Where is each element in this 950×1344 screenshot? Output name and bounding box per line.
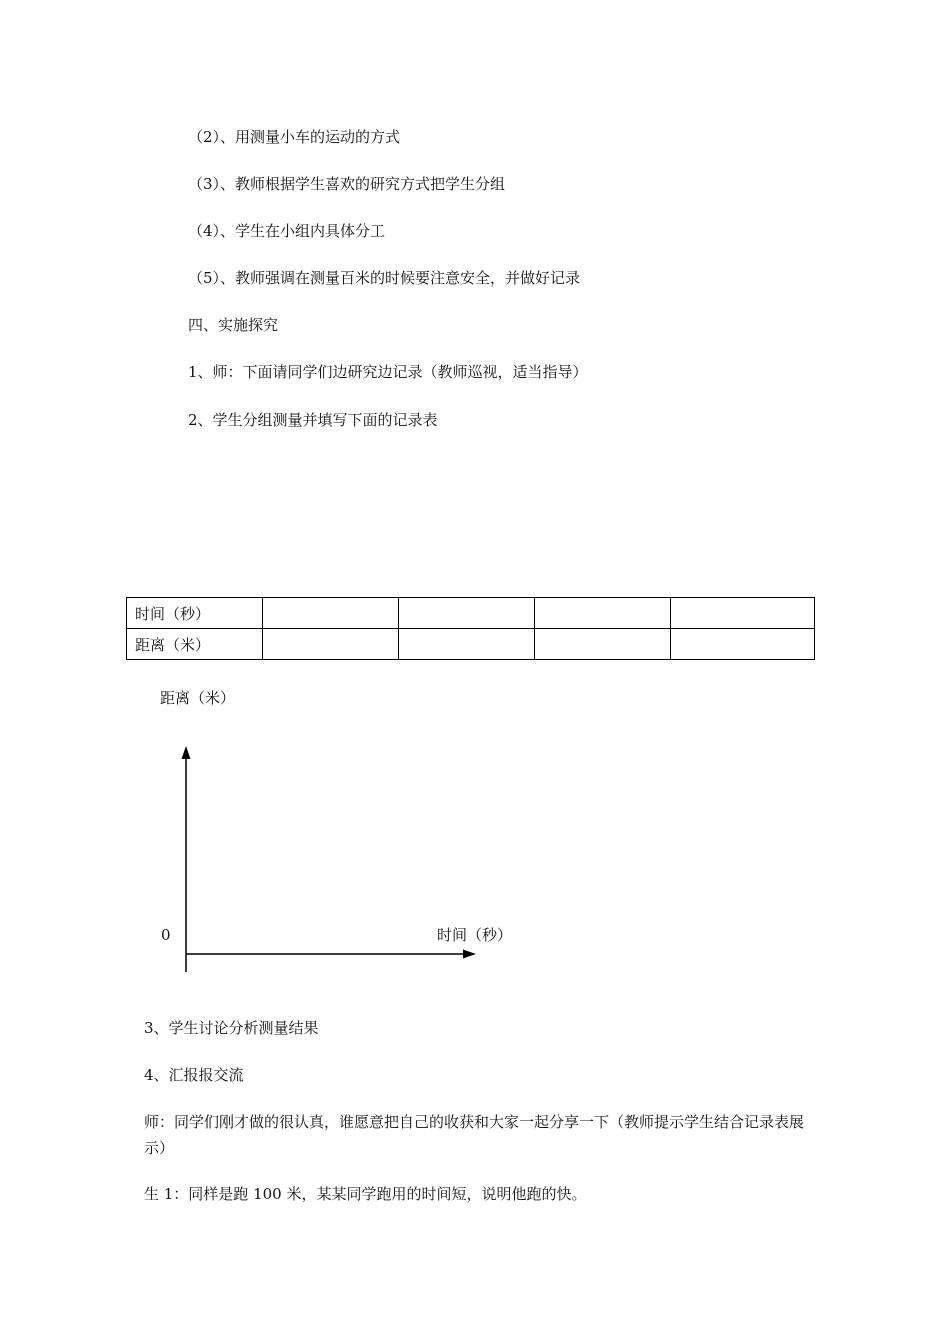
table-cell xyxy=(263,629,399,660)
table-cell xyxy=(535,629,671,660)
table-cell xyxy=(671,598,815,629)
step-4: （4）、学生在小组内具体分工 xyxy=(188,222,386,240)
row-label-time: 时间（秒） xyxy=(127,598,263,629)
section-item-2: 2、学生分组测量并填写下面的记录表 xyxy=(188,411,438,429)
table-row xyxy=(127,598,815,629)
table-row xyxy=(127,629,815,660)
table-cell xyxy=(399,598,535,629)
after-item-3: 3、学生讨论分析测量结果 xyxy=(144,1019,319,1037)
table-cell xyxy=(671,629,815,660)
section-item-1: 1、师：下面请同学们边研究边记录（教师巡视，适当指导） xyxy=(188,363,588,381)
teacher-paragraph: 师：同学们刚才做的很认真，谁愿意把自己的收获和大家一起分享一下（教师提示学生结合记录表展示） xyxy=(144,1113,805,1157)
step-5: （5）、教师强调在测量百米的时候要注意安全，并做好记录 xyxy=(188,269,581,287)
row-label-distance: 距离（米） xyxy=(127,629,263,660)
table-cell xyxy=(535,598,671,629)
x-axis-arrow xyxy=(463,950,476,959)
table-cell xyxy=(263,598,399,629)
table-cell xyxy=(399,629,535,660)
graph-origin-label: 0 xyxy=(161,926,171,944)
student-1-paragraph: 生 1：同样是跑 100 米，某某同学跑用的时间短，说明他跑的快。 xyxy=(144,1185,587,1203)
graph-x-label: 时间（秒） xyxy=(437,926,513,944)
step-3: （3）、教师根据学生喜欢的研究方式把学生分组 xyxy=(188,175,506,193)
after-item-4: 4、汇报报交流 xyxy=(144,1066,244,1084)
record-table xyxy=(126,597,815,660)
graph-y-label: 距离（米） xyxy=(160,689,236,707)
step-2: （2）、用测量小车的运动的方式 xyxy=(188,128,401,146)
section-heading: 四、实施探究 xyxy=(188,316,279,334)
y-axis-arrow xyxy=(182,746,191,759)
